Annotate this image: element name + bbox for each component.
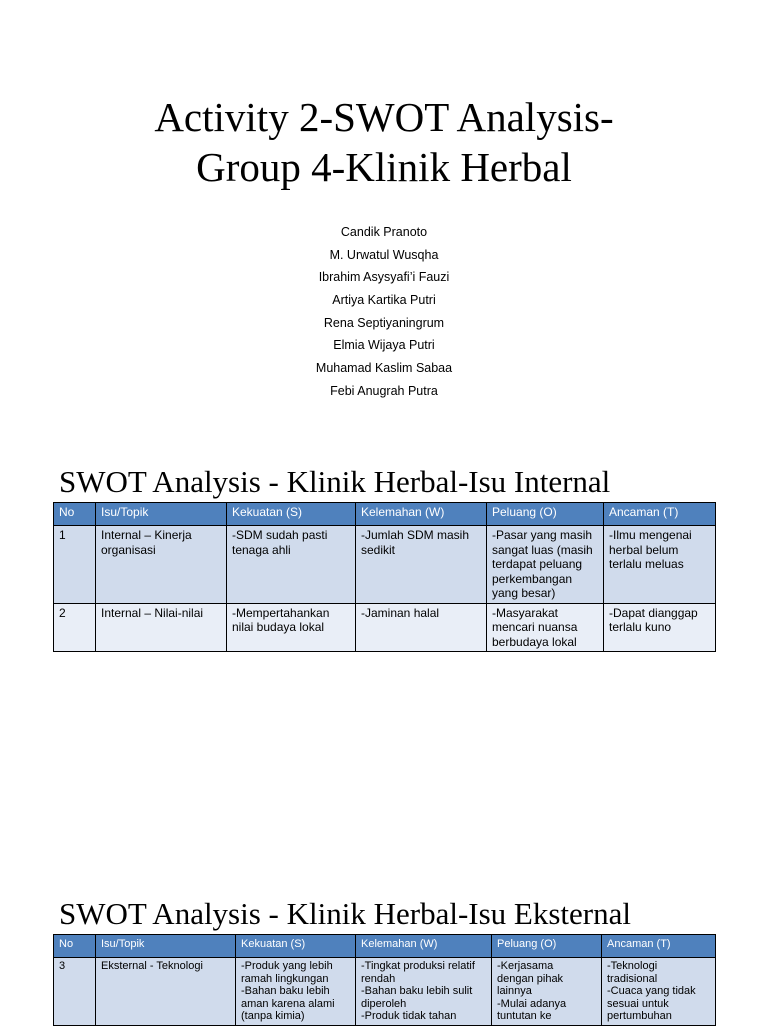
cell-threat: -Dapat dianggap terlalu kuno xyxy=(604,603,716,652)
cell-line: sesuai untuk xyxy=(607,997,669,1010)
header-threat: Ancaman (T) xyxy=(604,503,716,526)
internal-swot-table xyxy=(53,502,716,652)
cell-line: dengan pihak xyxy=(497,972,564,985)
cell-line: -Tingkat produksi relatif xyxy=(361,960,475,972)
cell-line: -Teknologi xyxy=(607,960,658,972)
header-opportunity: Peluang (O) xyxy=(487,503,604,526)
external-swot-table xyxy=(53,934,716,1026)
cell-topic: Internal – Nilai-nilai xyxy=(96,603,227,652)
member-name: Ibrahim Asysyafi’i Fauzi xyxy=(318,270,450,285)
cell-line: -Bahan baku lebih sulit xyxy=(361,985,473,997)
title-line-2: Group 4-Klinik Herbal xyxy=(196,144,572,190)
member-name: Rena Septiyaningrum xyxy=(323,315,445,330)
table-header-row xyxy=(54,503,716,526)
cell-line: -Kerjasama xyxy=(497,960,554,972)
cell-line: lainnya xyxy=(497,985,532,997)
member-name: Muhamad Kaslim Sabaa xyxy=(315,361,453,376)
external-section-title: SWOT Analysis - Klinik Herbal-Isu Eksternal xyxy=(59,896,631,931)
table-row xyxy=(54,603,716,652)
cell-threat: -Ilmu mengenai herbal belum terlalu meluas xyxy=(604,526,716,604)
cell-topic: Eksternal - Teknologi xyxy=(96,958,236,1026)
member-name: Elmia Wijaya Putri xyxy=(333,338,435,353)
cell-line: tradisional xyxy=(607,972,658,985)
cell-line: ramah lingkungan xyxy=(241,972,329,985)
header-weakness: Kelemahan (W) xyxy=(356,503,487,526)
header-topic: Isu/Topik xyxy=(96,935,236,958)
cell-weakness: -Jumlah SDM masih sedikit xyxy=(356,526,487,604)
cell-line: -Bahan baku lebih xyxy=(241,985,330,997)
cell-weakness: -Jaminan halal xyxy=(356,603,487,652)
cell-line: pertumbuhan xyxy=(607,1010,672,1022)
member-name: Candik Pranoto xyxy=(340,225,428,239)
cell-line: -Cuaca yang tidak xyxy=(607,985,696,997)
cell-topic: Internal – Kinerja organisasi xyxy=(96,526,227,604)
header-opportunity: Peluang (O) xyxy=(492,935,602,958)
cell-line: aman karena alami xyxy=(241,997,335,1010)
cell-strength: -SDM sudah pasti tenaga ahli xyxy=(227,526,356,604)
table-row xyxy=(54,526,716,604)
header-no: No xyxy=(54,935,96,958)
header-strength: Kekuatan (S) xyxy=(236,935,356,958)
member-list xyxy=(0,222,768,404)
cell-opportunity: -Masyarakat mencari nuansa berbudaya lokal xyxy=(487,603,604,652)
table-row xyxy=(54,958,716,1026)
cell-no: 1 xyxy=(54,526,96,604)
title-line-1: Activity 2-SWOT Analysis- xyxy=(154,94,614,140)
header-topic: Isu/Topik xyxy=(96,503,227,526)
header-strength: Kekuatan (S) xyxy=(227,503,356,526)
cell-line: tuntutan ke xyxy=(497,1010,552,1022)
table-header-row xyxy=(54,935,716,958)
cell-line: (tanpa kimia) xyxy=(241,1010,305,1022)
header-threat: Ancaman (T) xyxy=(602,935,716,958)
cell-threat xyxy=(602,958,716,1026)
header-no: No xyxy=(54,503,96,526)
member-name: M. Urwatul Wusqha xyxy=(329,247,439,262)
cell-line: -Produk tidak tahan xyxy=(361,1010,457,1022)
cell-line: -Produk yang lebih xyxy=(241,960,333,972)
cell-line: -Mulai adanya xyxy=(497,997,567,1010)
cell-strength: -Mempertahankan nilai budaya lokal xyxy=(227,603,356,652)
cell-no: 3 xyxy=(54,958,96,1026)
member-name: Artiya Kartika Putri xyxy=(332,293,436,308)
cell-weakness xyxy=(356,958,492,1026)
cell-strength xyxy=(236,958,356,1026)
cell-opportunity: -Pasar yang masih sangat luas (masih terdapat peluang perkembangan yang besar) xyxy=(487,526,604,604)
internal-section-title: SWOT Analysis - Klinik Herbal-Isu Internal xyxy=(59,464,611,499)
cell-line: diperoleh xyxy=(361,997,407,1010)
member-name: Febi Anugrah Putra xyxy=(330,383,438,398)
header-weakness: Kelemahan (W) xyxy=(356,935,492,958)
cell-no: 2 xyxy=(54,603,96,652)
cell-opportunity xyxy=(492,958,602,1026)
document-title xyxy=(0,92,768,192)
cell-line: rendah xyxy=(361,972,396,985)
